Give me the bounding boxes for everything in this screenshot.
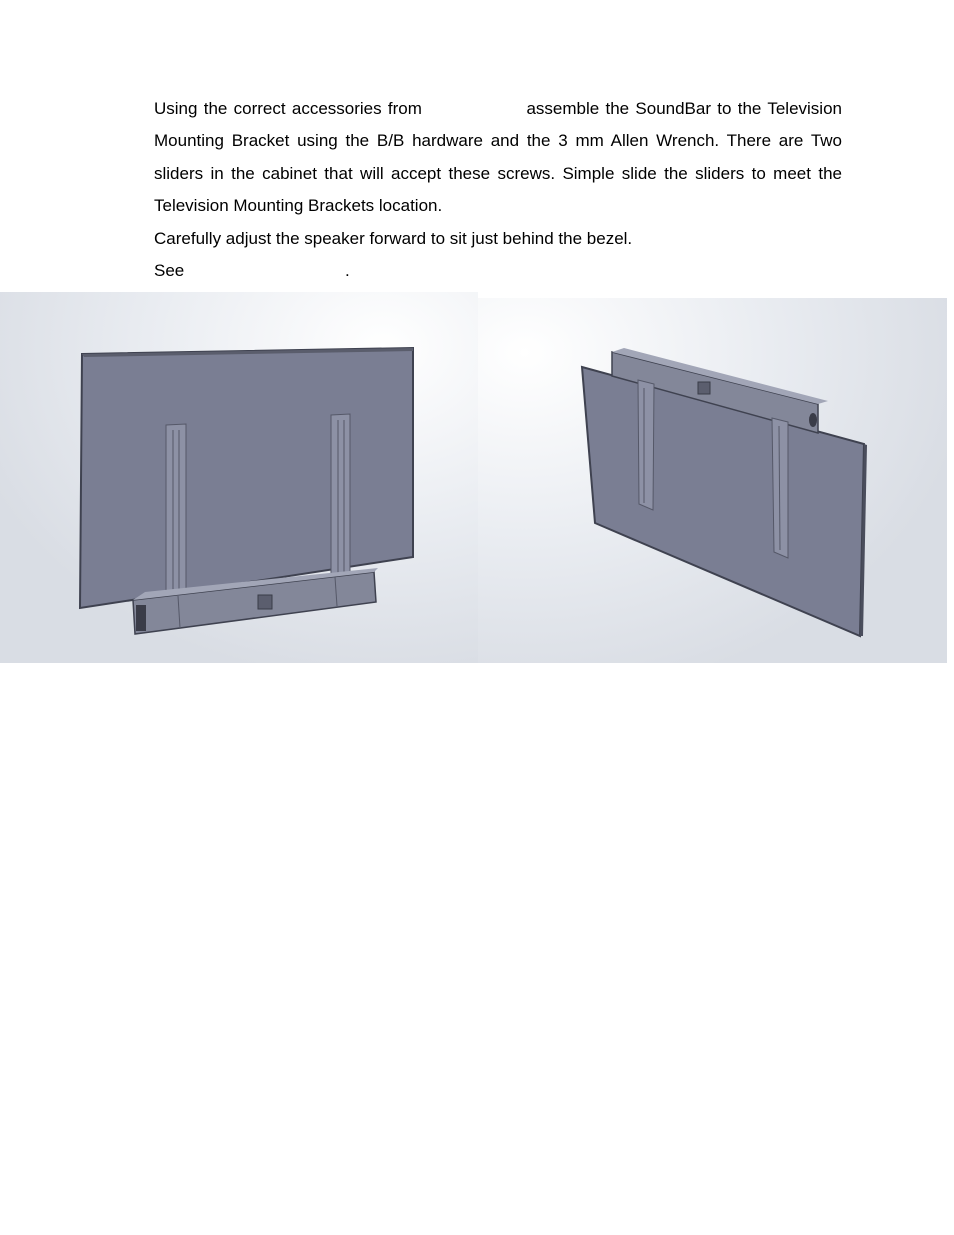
reference-period: . xyxy=(344,261,350,281)
paragraph-start: Using the correct accessories from xyxy=(154,99,422,118)
see-reference-paragraph xyxy=(154,255,842,287)
paragraph-rest: assemble the SoundBar to the Television Mounting Bracket using the B/B hardware and the 3 mm Allen Wrench. There are Two sliders in the cabinet that will accept these screws. Simple slide the sliders to meet the Television Mounting Brackets location. xyxy=(154,99,842,216)
tv-angled-soundbar-figure xyxy=(478,298,947,663)
see-label: See xyxy=(154,261,185,281)
assembly-paragraph xyxy=(154,93,842,223)
instruction-text xyxy=(154,93,842,287)
tv-rear-soundbar-figure xyxy=(0,292,478,663)
adjust-paragraph: Carefully adjust the speaker forward to sit just behind the bezel. xyxy=(154,228,633,248)
